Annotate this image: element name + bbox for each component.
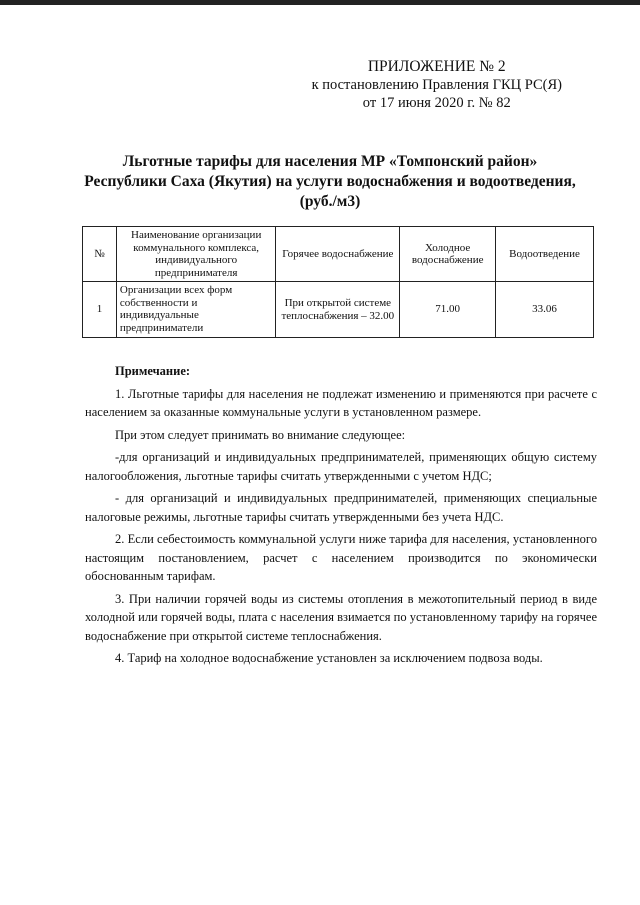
cell-hot-water: При открытой системе теплоснабжения – 32.00 [276, 282, 400, 338]
note-paragraph-2: При этом следует принимать во внимание следующее: [115, 427, 406, 442]
table-header-row [83, 227, 594, 282]
scan-top-edge [0, 0, 640, 5]
note-paragraph-3: -для организаций и индивидуальных предпринимателей, применяющих общую систему налогообложения, льготные тарифы считать утвержденными с учетом НДС; [85, 450, 597, 483]
title-line-2: Республики Саха (Якутия) на услуги водоснабжения и водоотведения, [84, 173, 576, 190]
table-row [83, 282, 594, 338]
appendix-date: от 17 июня 2020 г. № 82 [362, 95, 511, 111]
notes-heading: Примечание: [115, 364, 191, 378]
note-paragraph-4: - для организаций и индивидуальных предпринимателей, применяющих специальные налоговые режимы, льготные тарифы считать утвержденными без учета НДС. [85, 491, 597, 524]
header-organization: Наименование организации коммунального комплекса, индивидуального предпринимателя [116, 227, 276, 282]
appendix-number: ПРИЛОЖЕНИЕ № 2 [367, 58, 506, 75]
title-line-3: (руб./м3) [299, 193, 361, 210]
notes-section [85, 362, 597, 672]
cell-organization: Организации всех форм собственности и индивидуальные предприниматели [116, 282, 276, 338]
header-hot-water: Горячее водоснабжение [276, 227, 400, 282]
note-paragraph-6: 3. При наличии горячей воды из системы отопления в межотопительный период в виде холодной или горячей воды, плата с населения взимается по установленному тарифу на горячее водоснабжение при открытой системе теплоснабжения. [85, 591, 597, 643]
cell-number: 1 [83, 282, 117, 338]
document-title [80, 152, 580, 212]
cell-sewerage: 33.06 [496, 282, 594, 338]
title-line-1: Льготные тарифы для населения МР «Томпонский район» [122, 153, 538, 170]
tariff-table [82, 226, 594, 338]
header-cold-water: Холодное водоснабжение [400, 227, 496, 282]
header-number: № [83, 227, 117, 282]
appendix-resolution: к постановлению Правления ГКЦ РС(Я) [311, 77, 562, 93]
header-sewerage: Водоотведение [496, 227, 594, 282]
appendix-header [312, 58, 562, 112]
cell-cold-water: 71.00 [400, 282, 496, 338]
note-paragraph-1: 1. Льготные тарифы для населения не подлежат изменению и применяются при расчете с населением за оказанные коммунальные услуги в установленном размере. [85, 386, 597, 419]
note-paragraph-7: 4. Тариф на холодное водоснабжение установлен за исключением подвоза воды. [115, 651, 543, 665]
note-paragraph-5: 2. Если себестоимость коммунальной услуги ниже тарифа для населения, установленного настоящим постановлением, расчет с населением производится по экономически обоснованным тарифам. [85, 532, 597, 583]
